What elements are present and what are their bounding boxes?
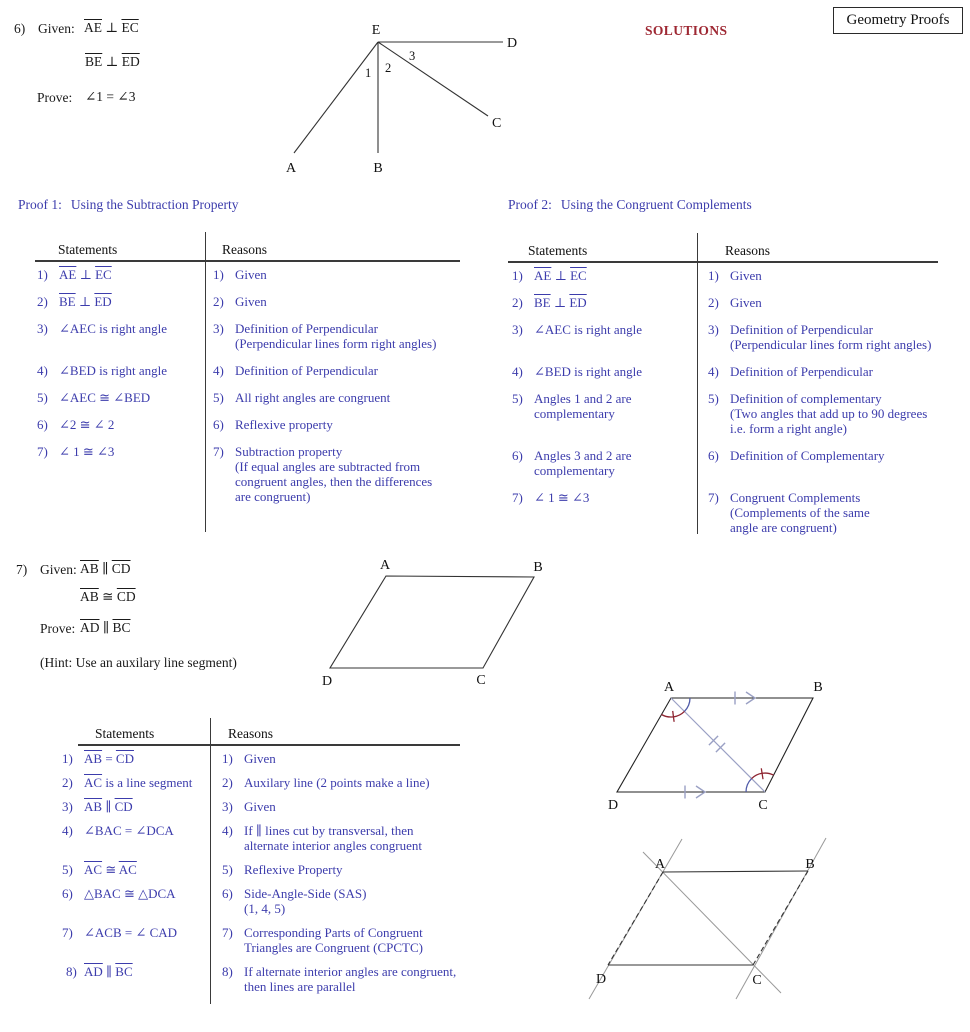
reason-text: All right angles are congruent — [235, 389, 391, 405]
statement-cell — [508, 268, 697, 283]
reason-cell — [697, 268, 938, 283]
point-label-c: C — [752, 973, 762, 988]
statement-number: 7) — [37, 443, 48, 459]
statement-text: ∠BED is right angle — [534, 363, 643, 379]
proof1-label: Proof 1: — [18, 197, 62, 212]
proof1-row-2 — [35, 294, 460, 309]
reason-number: 1) — [222, 750, 233, 766]
proof1-row-7 — [35, 444, 460, 504]
reason-number: 5) — [708, 390, 719, 406]
problem7-hint: (Hint: Use an auxilary line segment) — [40, 655, 237, 670]
congruence-tick-marks — [685, 692, 755, 799]
proof1-column-divider — [205, 232, 206, 532]
reason-text: Given — [244, 798, 276, 814]
point-label-d: D — [507, 36, 518, 51]
statement-text: ∠BED is right angle — [59, 362, 168, 378]
problem7-row-6 — [58, 886, 460, 916]
statement-cell — [58, 886, 210, 916]
problem6-prove: ∠1 = ∠3 — [85, 89, 136, 104]
point-label-a: A — [285, 161, 297, 176]
point-label-c: C — [492, 116, 502, 131]
reason-number: 6) — [213, 416, 224, 432]
statement-text: $\overline{AE}$ ⊥ $\overline{EC}$ — [534, 267, 587, 283]
reason-text: If alternate interior angles are congruent, then lines are parallel — [244, 963, 457, 994]
statement-text: △BAC ≅ △DCA — [84, 885, 176, 901]
point-label-d: D — [595, 972, 607, 987]
point-label-d: D — [607, 798, 619, 813]
reason-number: 7) — [222, 924, 233, 940]
problem7-row-3 — [58, 799, 460, 814]
problem7-row-2 — [58, 775, 460, 790]
point-label-b: B — [805, 857, 815, 872]
arc-tick-a — [673, 711, 674, 722]
problem7-row-5 — [58, 862, 460, 877]
statement-cell — [508, 391, 697, 436]
statement-cell — [58, 775, 210, 790]
reason-text: Given — [235, 293, 267, 309]
reason-number: 2) — [222, 774, 233, 790]
proof2-row-3 — [508, 322, 938, 352]
reason-cell — [205, 294, 460, 309]
reason-text: Definition of complementary (Two angles that add up to 90 degrees i.e. form a right angle) — [730, 390, 928, 436]
problem7-given-label: Given: — [40, 562, 77, 577]
reason-text: Definition of Perpendicular — [235, 362, 378, 378]
reason-cell — [205, 390, 460, 405]
point-label-d: D — [321, 674, 333, 689]
statement-number: 2) — [62, 774, 73, 790]
arc-angle-dca — [746, 779, 752, 792]
proof2-title: Using the Congruent Complements — [560, 197, 752, 212]
reason-number: 1) — [708, 267, 719, 283]
angle-label-1: 1 — [365, 66, 372, 80]
problem7-row-4 — [58, 823, 460, 853]
reason-text: Reflexive Property — [244, 861, 343, 877]
proof2-row-5 — [508, 391, 938, 436]
problem7-prove-label: Prove: — [40, 621, 76, 636]
reason-cell — [205, 444, 460, 504]
figure-annotated-parallelogram — [580, 672, 860, 822]
proof2-table — [508, 233, 938, 534]
reason-number: 5) — [213, 389, 224, 405]
reason-text: Definition of Perpendicular — [730, 363, 873, 379]
proof2-header-row — [508, 233, 938, 258]
statement-number: 2) — [37, 293, 48, 309]
problem6-number: 6) — [14, 21, 26, 36]
statement-number: 4) — [62, 822, 73, 838]
figure-problem7-parallelogram — [300, 548, 560, 696]
proof2-row-1 — [508, 268, 938, 283]
statement-number: 7) — [512, 489, 523, 505]
statement-number: 3) — [512, 321, 523, 337]
statements-header: Statements — [528, 243, 588, 258]
statement-text: $\overline{BE}$ ⊥ $\overline{ED}$ — [534, 294, 587, 310]
parallelogram-outline — [617, 698, 813, 792]
problem6-prove-label: Prove: — [37, 90, 73, 105]
problem6-given-1: $\overline{AE}$ ⊥ $\overline{EC}$ — [84, 20, 139, 35]
reason-text: Reflexive property — [235, 416, 333, 432]
statement-text: $\overline{AB}$ ∥ $\overline{CD}$ — [84, 798, 133, 814]
reason-cell — [210, 799, 460, 814]
statement-number: 4) — [512, 363, 523, 379]
statement-number: 6) — [512, 447, 523, 463]
proof1-row-5 — [35, 390, 460, 405]
arc-angle-bac — [684, 698, 690, 711]
arc-tick-c — [761, 768, 763, 779]
reason-cell — [210, 751, 460, 766]
proof2-row-4 — [508, 364, 938, 379]
statement-cell — [35, 444, 205, 504]
reasons-header: Reasons — [228, 726, 273, 741]
problem7-header-row — [58, 718, 460, 741]
reasons-header: Reasons — [222, 242, 267, 257]
proof2-row-2 — [508, 295, 938, 310]
statement-number: 7) — [62, 924, 73, 940]
reason-number: 4) — [222, 822, 233, 838]
point-label-e: E — [371, 23, 381, 38]
reason-cell — [697, 391, 938, 436]
reason-text: Definition of Perpendicular (Perpendicular lines form right angles) — [235, 320, 437, 351]
problem7-column-divider — [210, 718, 211, 1004]
problem6-given-2: $\overline{BE}$ ⊥ $\overline{ED}$ — [85, 54, 140, 69]
figure-problem6 — [280, 14, 520, 184]
reasons-header: Reasons — [725, 243, 770, 258]
statement-cell — [508, 322, 697, 352]
reason-text: Definition of Complementary — [730, 447, 885, 463]
statement-text: $\overline{AD}$ ∥ $\overline{BC}$ — [84, 963, 133, 979]
statement-text: ∠AEC ≅ ∠BED — [59, 389, 151, 405]
statement-text: ∠ 1 ≅ ∠3 — [59, 443, 115, 459]
reason-cell — [697, 364, 938, 379]
statements-header: Statements — [95, 726, 155, 741]
statement-cell — [58, 751, 210, 766]
reason-text: Definition of Perpendicular (Perpendicular lines form right angles) — [730, 321, 932, 352]
proof1-title: Using the Subtraction Property — [70, 197, 239, 212]
statement-number: 6) — [37, 416, 48, 432]
reason-cell — [210, 886, 460, 916]
statement-number: 3) — [62, 798, 73, 814]
statement-number: 8) — [66, 963, 77, 979]
statement-number: 1) — [62, 750, 73, 766]
statement-cell — [35, 417, 205, 432]
statement-text: ∠AEC is right angle — [534, 321, 643, 337]
reason-number: 4) — [708, 363, 719, 379]
problem7-given-2: $\overline{AB}$ ≅ $\overline{CD}$ — [80, 589, 136, 604]
angle-label-2: 2 — [385, 61, 392, 75]
statement-text: $\overline{AC}$ ≅ $\overline{AC}$ — [84, 861, 137, 877]
reason-cell — [210, 775, 460, 790]
reason-cell — [210, 925, 460, 955]
reason-cell — [697, 448, 938, 478]
statement-cell — [508, 490, 697, 535]
statement-number: 5) — [62, 861, 73, 877]
point-label-c: C — [476, 673, 486, 688]
statement-text: $\overline{BE}$ ⊥ $\overline{ED}$ — [59, 293, 112, 309]
reason-text: Congruent Complements (Complements of the same angle are congruent) — [730, 489, 870, 535]
proof2-column-divider — [697, 233, 698, 534]
statement-text: $\overline{AB} = \overline{CD}$ — [84, 750, 134, 766]
statement-number: 6) — [62, 885, 73, 901]
statement-cell — [35, 321, 205, 351]
reason-number: 2) — [708, 294, 719, 310]
reason-number: 6) — [708, 447, 719, 463]
proof2-label: Proof 2: — [508, 197, 552, 212]
reason-text: Given — [235, 266, 267, 282]
reason-cell — [205, 363, 460, 378]
problem7-row-8 — [58, 964, 460, 994]
proof1-heading — [18, 197, 238, 213]
reason-number: 7) — [213, 443, 224, 459]
point-label-b: B — [373, 161, 383, 176]
point-label-a: A — [379, 558, 391, 573]
reason-cell — [697, 322, 938, 352]
reason-number: 5) — [222, 861, 233, 877]
statement-text: Angles 3 and 2 are complementary — [534, 447, 632, 478]
proof1-row-3 — [35, 321, 460, 351]
reason-number: 3) — [708, 321, 719, 337]
reason-number: 3) — [213, 320, 224, 336]
statement-number: 4) — [37, 362, 48, 378]
angle-label-3: 3 — [409, 49, 416, 63]
statement-cell — [58, 823, 210, 853]
problem7-number: 7) — [16, 562, 28, 577]
reason-text: Subtraction property (If equal angles are subtracted from congruent angles, then the differences are congruent) — [235, 443, 433, 504]
point-label-a: A — [663, 680, 675, 695]
reason-number: 7) — [708, 489, 719, 505]
reason-cell — [210, 823, 460, 853]
proof2-row-7 — [508, 490, 938, 535]
statement-cell — [35, 390, 205, 405]
statement-cell — [58, 964, 210, 994]
reason-cell — [205, 321, 460, 351]
reason-text: Corresponding Parts of Congruent Triangles are Congruent (CPCTC) — [244, 924, 423, 955]
statement-cell — [58, 862, 210, 877]
reason-number: 1) — [213, 266, 224, 282]
proof2-heading — [508, 197, 752, 213]
point-label-b: B — [813, 680, 823, 695]
proof2-row-6 — [508, 448, 938, 478]
solutions-label: SOLUTIONS — [645, 23, 728, 38]
problem7-given-1: $\overline{AB}$ ∥ $\overline{CD}$ — [80, 561, 131, 576]
statement-text: ∠ACB = ∠ CAD — [84, 924, 178, 940]
reason-text: Side-Angle-Side (SAS) (1, 4, 5) — [244, 885, 367, 916]
statement-number: 5) — [37, 389, 48, 405]
statement-text: $\overline{AC}$ is a line segment — [84, 774, 193, 790]
reason-cell — [205, 417, 460, 432]
statement-text: $\overline{AE}$ ⊥ $\overline{EC}$ — [59, 266, 112, 282]
proof1-row-4 — [35, 363, 460, 378]
statement-text: ∠2 ≅ ∠ 2 — [59, 416, 115, 432]
statement-text: Angles 1 and 2 are complementary — [534, 390, 632, 421]
extended-transversal-lines — [589, 838, 826, 999]
proof1-row-6 — [35, 417, 460, 432]
reason-text: Given — [730, 294, 762, 310]
reason-cell — [697, 295, 938, 310]
problem6-given-label: Given: — [38, 21, 75, 36]
reason-text: If ∥ lines cut by transversal, then alternate interior angles congruent — [244, 822, 422, 853]
reason-cell — [210, 862, 460, 877]
parallelogram-outline — [330, 576, 534, 668]
statement-cell — [58, 925, 210, 955]
statement-text: ∠ 1 ≅ ∠3 — [534, 489, 590, 505]
statement-number: 1) — [37, 266, 48, 282]
figure-extended-lines-parallelogram — [560, 828, 880, 1032]
reason-number: 2) — [213, 293, 224, 309]
reason-number: 8) — [222, 963, 233, 979]
proof1-row-1 — [35, 267, 460, 282]
worksheet-title: Geometry Proofs — [846, 12, 950, 28]
statement-text: ∠BAC = ∠DCA — [84, 822, 174, 838]
statement-cell — [35, 267, 205, 282]
statement-cell — [35, 363, 205, 378]
reason-cell — [210, 964, 460, 994]
diagonal-ac — [671, 698, 765, 792]
rays-from-e — [294, 42, 503, 153]
statement-number: 2) — [512, 294, 523, 310]
statement-cell — [508, 295, 697, 310]
statement-number: 3) — [37, 320, 48, 336]
statement-number: 5) — [512, 390, 523, 406]
statement-cell — [35, 294, 205, 309]
reason-number: 6) — [222, 885, 233, 901]
point-label-b: B — [533, 560, 543, 575]
problem7-prove: $\overline{AD}$ ∥ $\overline{BC}$ — [80, 620, 131, 635]
problem7-row-1 — [58, 751, 460, 766]
proof1-table — [35, 232, 460, 532]
point-label-c: C — [758, 798, 768, 813]
statement-text: ∠AEC is right angle — [59, 320, 168, 336]
reason-cell — [205, 267, 460, 282]
problem7-row-7 — [58, 925, 460, 955]
reason-text: Given — [730, 267, 762, 283]
worksheet-title-box — [833, 7, 963, 34]
reason-text: Auxilary line (2 points make a line) — [244, 774, 430, 790]
point-label-a: A — [654, 857, 666, 872]
statement-cell — [508, 448, 697, 478]
reason-cell — [697, 490, 938, 535]
proof1-header-row — [35, 232, 460, 257]
reason-number: 4) — [213, 362, 224, 378]
reason-text: Given — [244, 750, 276, 766]
reason-number: 3) — [222, 798, 233, 814]
statement-cell — [508, 364, 697, 379]
statement-number: 1) — [512, 267, 523, 283]
statement-cell — [58, 799, 210, 814]
statements-header: Statements — [58, 242, 118, 257]
problem7-table — [58, 718, 460, 1004]
